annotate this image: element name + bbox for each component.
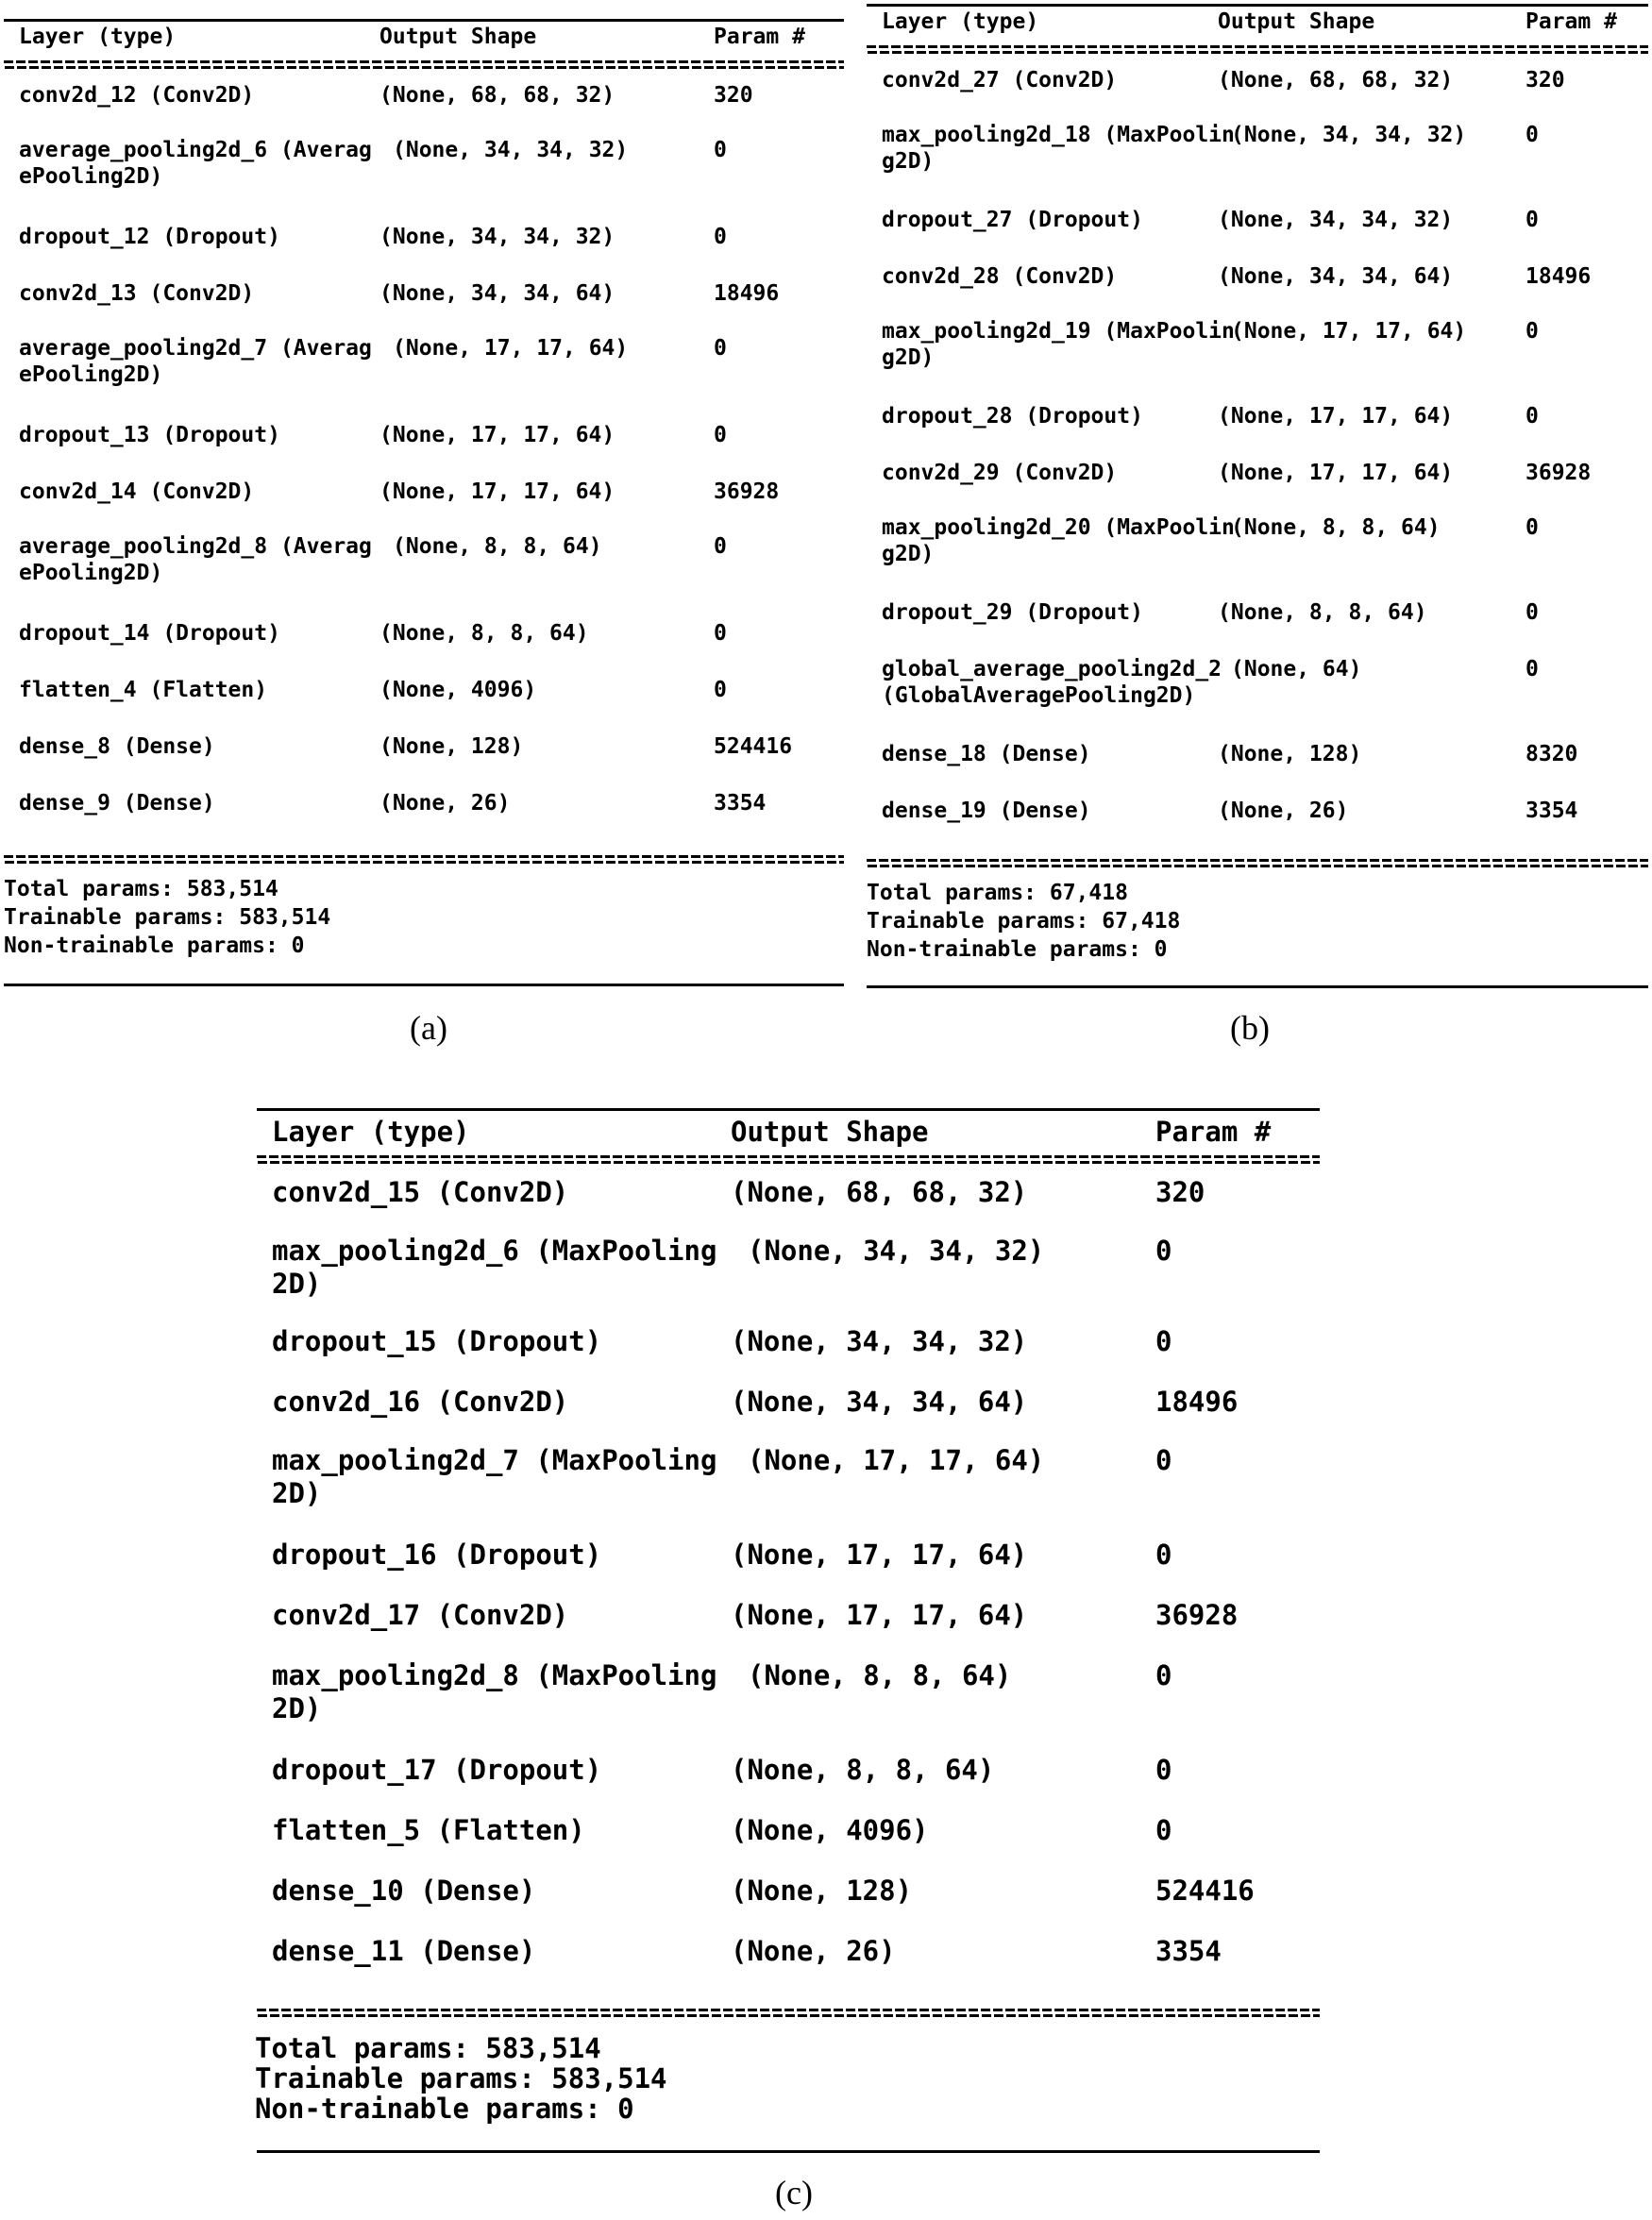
output-shape: (None, 34, 34, 32) [748,1235,1045,1267]
bottom-rule [257,2150,1320,2153]
layer-name: dropout_16 (Dropout) [272,1539,602,1571]
param-count: 320 [714,83,753,108]
caption-a: (a) [410,1009,447,1047]
total-params: Total params: 583,514 [4,877,278,901]
header-separator [867,45,1648,54]
output-shape: (None, 34, 34, 32) [393,138,629,162]
header-layer-type: Layer (type) [882,9,1039,34]
param-count: 0 [714,225,727,249]
trainable-params: Trainable params: 583,514 [4,905,331,930]
total-params: Total params: 583,514 [255,2032,601,2064]
param-count: 36928 [1155,1599,1239,1631]
layer-name: conv2d_16 (Conv2D) [272,1386,569,1418]
layer-name: dropout_29 (Dropout) [882,600,1143,625]
param-count: 0 [714,621,727,646]
layer-name: global_average_pooling2d_2 (GlobalAveragePooling2D) [882,657,1222,708]
layer-name: dense_9 (Dense) [19,791,215,816]
header-param-count: Param # [1155,1116,1272,1148]
bottom-rule [867,985,1648,988]
layer-name: max_pooling2d_7 (MaxPooling 2D) [272,1444,717,1509]
output-shape: (None, 128) [1218,742,1362,766]
header-layer-type: Layer (type) [19,25,177,49]
output-shape: (None, 128) [731,1875,913,1907]
output-shape: (None, 17, 17, 64) [748,1444,1045,1476]
layer-name: average_pooling2d_7 (Averag ePooling2D) [19,336,372,387]
header-param-count: Param # [1526,9,1617,34]
output-shape: (None, 17, 17, 64) [393,336,629,361]
param-count: 0 [1155,1539,1172,1571]
layer-name: dropout_17 (Dropout) [272,1754,602,1786]
model-summary-a [4,19,844,991]
output-shape: (None, 34, 34, 32) [1218,208,1454,232]
param-count: 0 [1155,1235,1172,1267]
header-output-shape: Output Shape [1218,9,1375,34]
output-shape: (None, 68, 68, 32) [1218,68,1454,92]
param-count: 18496 [1155,1386,1239,1418]
layer-name: dropout_27 (Dropout) [882,208,1143,232]
output-shape: (None, 34, 34, 32) [1231,123,1467,147]
param-count: 0 [714,534,727,559]
param-count: 524416 [714,734,793,759]
layer-name: conv2d_14 (Conv2D) [19,479,255,504]
summary-separator [867,859,1648,867]
param-count: 8320 [1526,742,1578,766]
bottom-rule [4,984,844,986]
output-shape: (None, 17, 17, 64) [731,1539,1028,1571]
param-count: 0 [1155,1814,1172,1846]
header-output-shape: Output Shape [731,1116,929,1148]
layer-name: dropout_15 (Dropout) [272,1325,602,1357]
header-separator [257,1155,1320,1164]
param-count: 0 [1155,1754,1172,1786]
top-rule [257,1108,1320,1111]
layer-name: flatten_5 (Flatten) [272,1814,585,1846]
output-shape: (None, 68, 68, 32) [731,1176,1028,1208]
output-shape: (None, 8, 8, 64) [1218,600,1427,625]
output-shape: (None, 8, 8, 64) [748,1659,1012,1691]
output-shape: (None, 34, 34, 64) [731,1386,1028,1418]
output-shape: (None, 34, 34, 64) [379,281,615,306]
param-count: 0 [1526,657,1539,681]
header-separator [4,60,844,69]
output-shape: (None, 17, 17, 64) [379,479,615,504]
model-summary-b [867,4,1648,985]
layer-name: dropout_28 (Dropout) [882,404,1143,429]
param-count: 18496 [1526,264,1592,289]
param-count: 320 [1155,1176,1205,1208]
output-shape: (None, 26) [1218,799,1349,823]
layer-name: conv2d_12 (Conv2D) [19,83,255,108]
param-count: 0 [1526,208,1539,232]
header-output-shape: Output Shape [379,25,537,49]
param-count: 3354 [714,791,767,816]
param-count: 0 [1526,515,1539,540]
output-shape: (None, 17, 17, 64) [1231,319,1467,344]
layer-name: flatten_4 (Flatten) [19,678,268,702]
top-rule [867,4,1648,7]
summary-separator [4,855,844,864]
caption-c: (c) [775,2174,813,2212]
model-summary-c [257,1108,1320,2156]
trainable-params: Trainable params: 67,418 [867,909,1181,933]
param-count: 0 [714,138,727,162]
summary-separator [257,2009,1320,2017]
output-shape: (None, 17, 17, 64) [1218,404,1454,429]
non-trainable-params: Non-trainable params: 0 [255,2093,634,2125]
output-shape: (None, 68, 68, 32) [379,83,615,108]
param-count: 0 [1526,600,1539,625]
layer-name: conv2d_13 (Conv2D) [19,281,255,306]
layer-name: conv2d_28 (Conv2D) [882,264,1118,289]
layer-name: average_pooling2d_6 (Averag ePooling2D) [19,138,372,189]
param-count: 0 [1526,123,1539,147]
output-shape: (None, 26) [379,791,511,816]
header-layer-type: Layer (type) [272,1116,470,1148]
output-shape: (None, 34, 34, 32) [731,1325,1028,1357]
layer-name: dense_19 (Dense) [882,799,1091,823]
layer-name: max_pooling2d_6 (MaxPooling 2D) [272,1235,717,1300]
layer-name: conv2d_17 (Conv2D) [272,1599,569,1631]
layer-name: dropout_12 (Dropout) [19,225,280,249]
output-shape: (None, 4096) [731,1814,929,1846]
caption-b: (b) [1230,1009,1270,1047]
param-count: 320 [1526,68,1565,92]
layer-name: max_pooling2d_20 (MaxPoolin g2D) [882,515,1235,566]
output-shape: (None, 17, 17, 64) [379,423,615,447]
output-shape: (None, 8, 8, 64) [1231,515,1441,540]
layer-name: dense_10 (Dense) [272,1875,536,1907]
layer-name: dense_11 (Dense) [272,1935,536,1967]
output-shape: (None, 34, 34, 32) [379,225,615,249]
param-count: 0 [1155,1325,1172,1357]
param-count: 0 [1155,1659,1172,1691]
non-trainable-params: Non-trainable params: 0 [867,937,1168,962]
param-count: 0 [714,423,727,447]
output-shape: (None, 4096) [379,678,537,702]
non-trainable-params: Non-trainable params: 0 [4,933,305,958]
param-count: 0 [714,678,727,702]
layer-name: max_pooling2d_18 (MaxPoolin g2D) [882,123,1235,174]
param-count: 0 [714,336,727,361]
layer-name: average_pooling2d_8 (Averag ePooling2D) [19,534,372,585]
param-count: 0 [1155,1444,1172,1476]
layer-name: conv2d_27 (Conv2D) [882,68,1118,92]
layer-name: dropout_14 (Dropout) [19,621,280,646]
layer-name: dense_18 (Dense) [882,742,1091,766]
output-shape: (None, 34, 34, 64) [1218,264,1454,289]
header-param-count: Param # [714,25,805,49]
param-count: 0 [1526,319,1539,344]
layer-name: dropout_13 (Dropout) [19,423,280,447]
output-shape: (None, 8, 8, 64) [393,534,602,559]
output-shape: (None, 26) [731,1935,896,1967]
output-shape: (None, 8, 8, 64) [379,621,589,646]
layer-name: max_pooling2d_19 (MaxPoolin g2D) [882,319,1235,370]
output-shape: (None, 17, 17, 64) [731,1599,1028,1631]
param-count: 3354 [1155,1935,1222,1967]
output-shape: (None, 8, 8, 64) [731,1754,995,1786]
output-shape: (None, 128) [379,734,524,759]
trainable-params: Trainable params: 583,514 [255,2062,667,2094]
output-shape: (None, 17, 17, 64) [1218,461,1454,485]
param-count: 3354 [1526,799,1578,823]
output-shape: (None, 64) [1231,657,1362,681]
layer-name: conv2d_15 (Conv2D) [272,1176,569,1208]
total-params: Total params: 67,418 [867,881,1128,905]
layer-name: max_pooling2d_8 (MaxPooling 2D) [272,1659,717,1724]
param-count: 18496 [714,281,780,306]
param-count: 0 [1526,404,1539,429]
param-count: 36928 [714,479,780,504]
top-rule [4,19,844,22]
param-count: 36928 [1526,461,1592,485]
layer-name: dense_8 (Dense) [19,734,215,759]
param-count: 524416 [1155,1875,1255,1907]
layer-name: conv2d_29 (Conv2D) [882,461,1118,485]
